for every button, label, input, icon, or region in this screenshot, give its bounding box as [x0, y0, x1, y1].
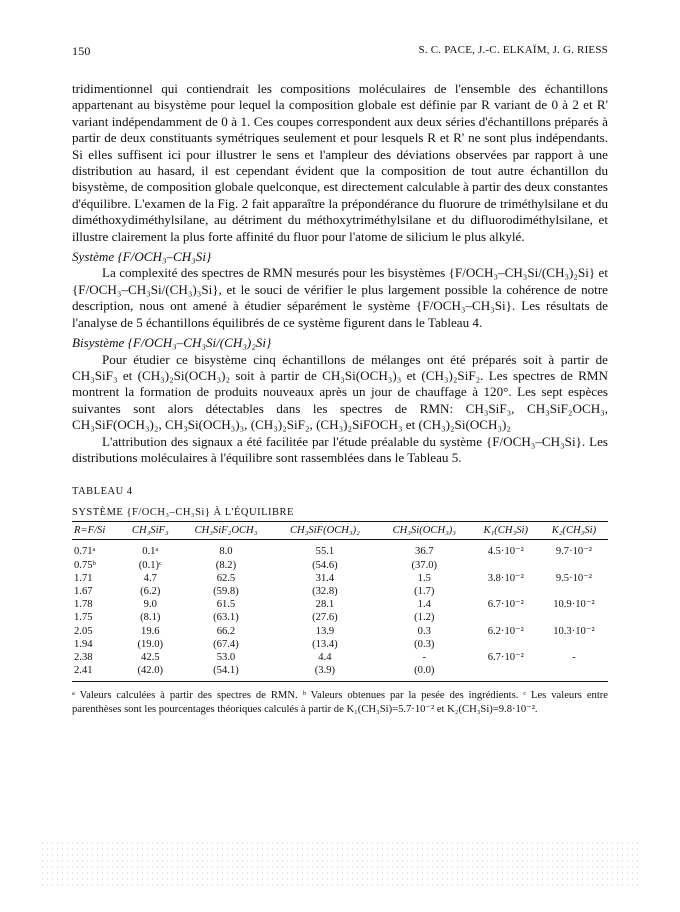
table-row	[72, 638, 608, 651]
table-cell: (3.9)	[314, 665, 336, 677]
table-cell: 2.41	[74, 665, 93, 677]
table-cell	[472, 638, 540, 651]
table-cell: 9.0	[143, 599, 157, 611]
section-paragraph-bisystem-2: L'attribution des signaux a été facilitée par l'étude préalable du système {F/OCH₃–CH₃Si}. Les distributions moléculaires à l'équilibre sont rassemblées dans le Tableau 5.	[72, 433, 608, 465]
table-cell: (27.6)	[312, 612, 338, 624]
table-cell: (6.2)	[140, 585, 161, 597]
table-cell: 4.7	[143, 572, 157, 584]
table-cell: (37.0)	[411, 559, 438, 571]
table-cell: 9.5·10⁻²	[555, 572, 592, 584]
table-cell: (59.8)	[213, 585, 239, 597]
table-cell: 1.78	[74, 599, 93, 611]
table-cell: 6.2·10⁻²	[487, 625, 524, 637]
col-header-k1: K₁(CH₃Si)	[483, 525, 528, 537]
table-cell: 13.9	[315, 625, 335, 637]
section-heading-system: Système {F/OCH₃–CH₃Si}	[72, 249, 212, 265]
table-row	[72, 625, 608, 638]
table-caption: TABLEAU 4	[72, 486, 133, 498]
table-row	[72, 664, 608, 682]
col-header-ch3sif3: CH₃SiF₃	[131, 525, 169, 537]
table-cell: (42.0)	[137, 665, 164, 677]
running-header	[72, 44, 608, 59]
table-body	[72, 540, 608, 682]
table-cell: (63.1)	[213, 612, 239, 624]
table-cell	[472, 585, 540, 598]
table-title: SYSTÈME {F/OCH₃–CH₃Si} À L'ÉQUILIBRE	[72, 507, 294, 519]
table-cell: 1.71	[74, 572, 93, 584]
table-cell: 66.2	[216, 625, 236, 637]
table-cell: 6.7·10⁻²	[487, 599, 524, 611]
table-cell: 0.71ᵃ	[74, 546, 96, 558]
table-cell: (0.3)	[414, 638, 435, 650]
table-cell: 9.7·10⁻²	[555, 546, 592, 558]
col-header-k2: K₂(CH₃Si)	[551, 525, 597, 537]
table-cell: 36.7	[415, 546, 434, 558]
section-paragraph-system: La complexité des spectres de RMN mesurés pour les bisystèmes {F/OCH₃–CH₃Si/(CH₃)₂Si} et {F/OCH₃–CH₃Si/(CH₃)₃Si}, et le souci de vérifier le plus largement possible la cohérence de notre description, nous ont amené à étudier séparément le système {F/OCH₃–CH₃Si}. Les résultats de l'analyse de 5 échantillons équilibrés de ce système figurent dans le Tableau 4.	[72, 265, 608, 330]
table-row	[72, 651, 608, 664]
table-cell	[540, 611, 608, 624]
col-header-ch3sif2och3: CH₃SiF₂OCH₃	[194, 525, 258, 537]
intro-paragraph: tridimentionnel qui contiendrait les compositions moléculaires de l'ensemble des échantillons appartenant au bisystème pour lequel la composition globale est définie par R variant de 0 à 2 et R' variant indépendamment de 0 à 1. Ces coupes correspondent aux deux séries d'échantillons préparés à partir de deux constituants symétriques seulement et pour lesquels R et R' ne sont plus indépendants. Si elles suffisent ici pour illustrer le sens et l'ampleur des déviations observées par rapport à une distribution au hasard, il est cependant évident que la composition de tout autre échantillon du bisystème, de composition globale quelconque, est directement calculable à partir des deux constantes d'équilibre. L'examen de la Fig. 2 fait apparaître la prépondérance du fluorure de triméthylsilane et du diméthoxydiméthylsilane, au détriment du méthoxytriméthylsilane et du difluorodiméthylsilane, et illustre clairement la plus forte affinité du fluor pour l'atome de silicium le plus alkylé.	[72, 81, 608, 244]
page-number: 150	[72, 44, 91, 58]
section-heading-bisystem: Bisystème {F/OCH₃–CH₃Si/(CH₃)₂Si}	[72, 335, 272, 351]
table-row	[72, 559, 608, 572]
table-cell: (0.1)ᶜ	[138, 559, 162, 571]
section-paragraph-bisystem: Pour étudier ce bisystème cinq échantillons de mélanges ont été préparés soit à partir de CH₃SiF₃ et (CH₃)₂Si(OCH₃)₂ soit à partir de CH₃Si(OCH₃)₃ et (CH₃)₂SiF₂. Les spectres de RMN montrent la formation de produits nouveaux après un jour de chauffage à 120°. Les sept espèces suivantes sont alors détectables dans les spectres de RMN: CH₃SiF₃, CH₃SiF₂OCH₃, CH₃SiF(OCH₃)₂, CH₃Si(OCH₃)₃, (CH₃)₂SiF₂, (CH₃)₂SiFOCH₃ et (CH₃)₂Si(OCH₃)₂	[72, 351, 608, 433]
table-cell	[472, 559, 540, 572]
table-cell: (0.0)	[414, 665, 435, 677]
table-cell: -	[572, 651, 576, 663]
table-cell: 8.0	[219, 546, 233, 558]
table-cell: (67.4)	[213, 638, 239, 650]
table-cell	[540, 664, 608, 682]
table-row	[72, 572, 608, 585]
table-cell: 0.75ᵇ	[74, 559, 96, 571]
table-cell: 55.1	[315, 546, 335, 558]
table-cell: 1.94	[74, 638, 93, 650]
table-cell: 62.5	[216, 572, 236, 584]
table-cell	[540, 559, 608, 572]
table-cell: 1.75	[74, 612, 93, 624]
table-row	[72, 611, 608, 624]
table-cell: (54.1)	[213, 665, 239, 677]
table-cell: 10.9·10⁻²	[553, 599, 595, 611]
table-cell: 2.38	[74, 651, 93, 663]
table-cell: 31.4	[315, 572, 335, 584]
col-header-ratio: R=F/Si	[74, 525, 106, 537]
table-cell: 6.7·10⁻²	[487, 651, 524, 663]
table-cell: 1.4	[417, 599, 431, 611]
table-cell: 42.5	[141, 651, 160, 663]
equilibrium-table	[72, 521, 608, 682]
table-cell: 10.3·10⁻²	[553, 625, 595, 637]
table-row	[72, 585, 608, 598]
table-cell: (1.7)	[414, 585, 435, 597]
table-row	[72, 540, 608, 559]
table-cell: (32.8)	[312, 585, 338, 597]
table-cell: 3.8·10⁻²	[487, 572, 524, 584]
table-cell: 2.05	[74, 625, 93, 637]
scan-noise	[40, 840, 640, 890]
running-authors: S. C. PACE, J.-C. ELKAÏM, J. G. RIESS	[418, 44, 608, 56]
col-header-ch3sifoch3-2: CH₃SiF(OCH₃)₂	[289, 525, 360, 537]
table-cell: (8.2)	[215, 559, 237, 571]
table-cell: (19.0)	[137, 638, 164, 650]
table-cell: 28.1	[315, 599, 335, 611]
table-cell: (13.4)	[312, 638, 338, 650]
table-cell: 53.0	[216, 651, 236, 663]
table-header-row	[72, 522, 608, 540]
table-cell	[472, 611, 540, 624]
table-footnote: ᵃ Valeurs calculées à partir des spectres de RMN. ᵇ Valeurs obtenues par la pesée des ingrédients. ᶜ Les valeurs entre parenthèses sont les pourcentages théoriques calculés à partir de K₁(CH₃Si)=5.7·10⁻² et K₂(CH₃Si)=9.8·10⁻².	[72, 690, 608, 715]
table-cell: 19.6	[141, 625, 160, 637]
table-cell	[540, 585, 608, 598]
table-cell: 0.1ᵃ	[142, 546, 159, 558]
table-cell: 4.4	[318, 651, 332, 663]
table-cell: 1.67	[74, 585, 93, 597]
table-cell: (8.1)	[140, 612, 161, 624]
table-cell	[472, 664, 540, 682]
table-cell: (1.2)	[414, 612, 435, 624]
page	[72, 44, 608, 716]
table-cell	[540, 638, 608, 651]
col-header-ch3sioch3-3: CH₃Si(OCH₃)₃	[392, 525, 456, 537]
table-cell: 61.5	[216, 599, 236, 611]
table-cell: -	[422, 651, 427, 663]
table-cell: (54.6)	[312, 559, 338, 571]
table-cell: 4.5·10⁻²	[487, 546, 524, 558]
table-cell: 0.3	[417, 625, 431, 637]
table-cell: 1.5	[417, 572, 431, 584]
table-row	[72, 598, 608, 611]
